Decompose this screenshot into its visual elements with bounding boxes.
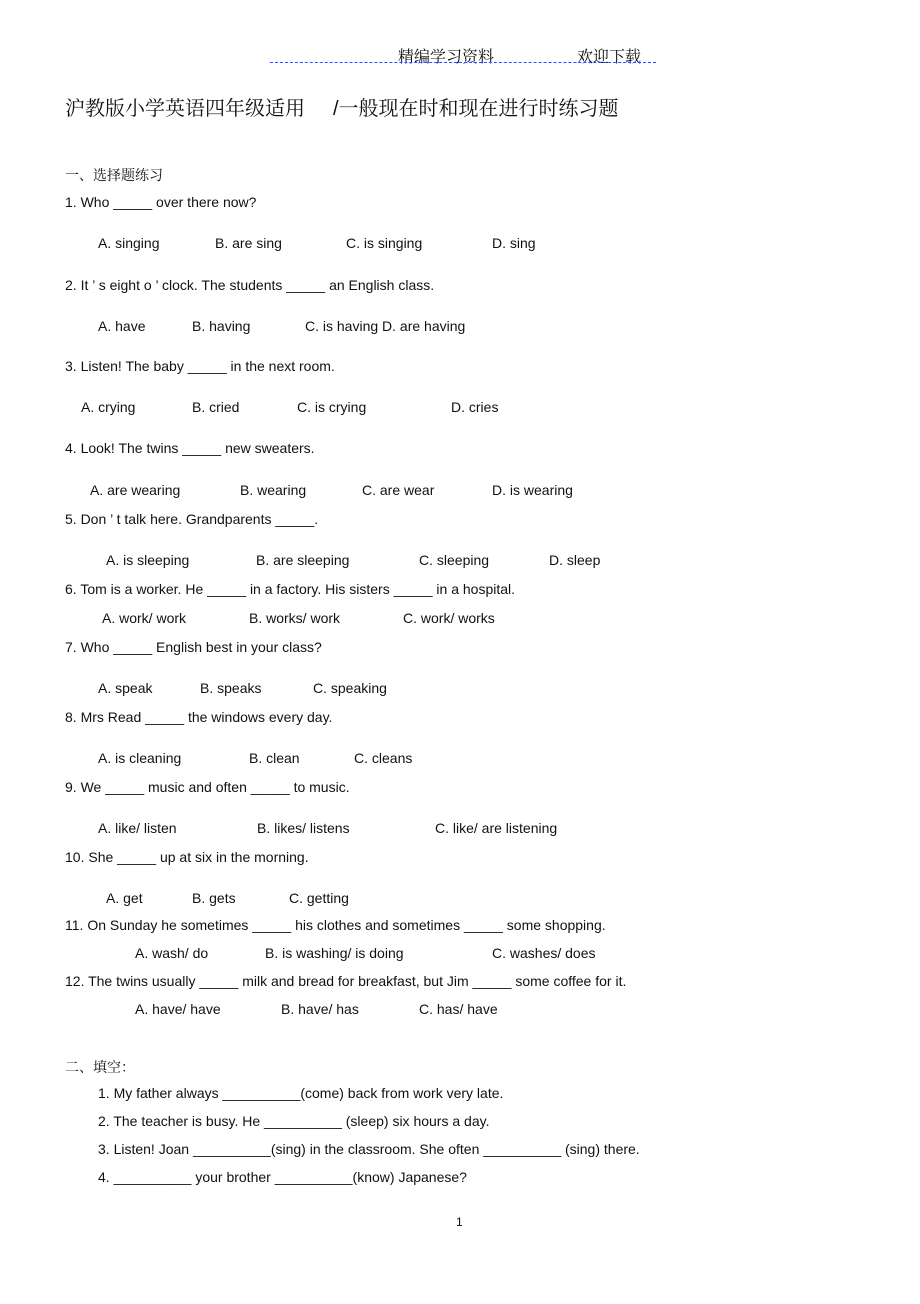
q2-option-a: A. have xyxy=(98,318,146,334)
q3-option-c: C. is crying xyxy=(297,399,367,415)
header-divider xyxy=(270,62,656,63)
header-left-text: 精编学习资料 xyxy=(398,49,495,66)
q2-option-b: B. having xyxy=(192,318,251,334)
section-1-heading: 一、选择题练习 xyxy=(65,167,163,183)
q10-option-c: C. getting xyxy=(289,890,349,906)
q4-option-a: A. are wearing xyxy=(90,482,181,498)
q4-option-c: C. are wear xyxy=(362,482,435,498)
q3-option-d: D. cries xyxy=(451,399,499,415)
question-10: 10. She _____ up at six in the morning. xyxy=(65,849,309,865)
question-6: 6. Tom is a worker. He _____ in a factory. His sisters _____ in a hospital. xyxy=(65,581,516,597)
q2-option-c: C. is having D. are having xyxy=(305,318,466,334)
q12-option-b: B. have/ has xyxy=(281,1001,359,1017)
q11-option-c: C. washes/ does xyxy=(492,945,596,961)
q4-option-d: D. is wearing xyxy=(492,482,573,498)
section-2-heading: 二、填空： xyxy=(65,1059,135,1075)
fill-item-1: 1. My father always __________(come) back from work very late. xyxy=(98,1085,504,1101)
q5-option-d: D. sleep xyxy=(549,552,601,568)
q12-option-a: A. have/ have xyxy=(135,1001,221,1017)
q7-option-c: C. speaking xyxy=(313,680,387,696)
q3-option-b: B. cried xyxy=(192,399,240,415)
q9-option-a: A. like/ listen xyxy=(98,820,177,836)
question-1: 1. Who _____ over there now? xyxy=(65,194,257,210)
q12-option-c: C. has/ have xyxy=(419,1001,498,1017)
question-12: 12. The twins usually _____ milk and bread for breakfast, but Jim _____ some coffee for it. xyxy=(65,973,627,989)
q11-option-a: A. wash/ do xyxy=(135,945,209,961)
q10-option-b: B. gets xyxy=(192,890,236,906)
question-2: 2. It ’ s eight o ’ clock. The students _____ an English class. xyxy=(65,277,435,293)
q8-option-b: B. clean xyxy=(249,750,300,766)
fill-item-2: 2. The teacher is busy. He __________ (sleep) six hours a day. xyxy=(98,1113,490,1129)
title-part-2: /一般现在时和现在进行时练习题 xyxy=(333,98,619,120)
question-5: 5. Don ’ t talk here. Grandparents _____. xyxy=(65,511,319,527)
q1-option-b: B. are sing xyxy=(215,235,282,251)
header-right-text: 欢迎下载 xyxy=(577,49,642,66)
fill-item-4: 4. __________ your brother __________(know) Japanese? xyxy=(98,1169,467,1185)
q4-option-b: B. wearing xyxy=(240,482,307,498)
question-4: 4. Look! The twins _____ new sweaters. xyxy=(65,440,315,456)
question-11: 11. On Sunday he sometimes _____ his clothes and sometimes _____ some shopping. xyxy=(65,917,606,933)
question-3: 3. Listen! The baby _____ in the next room. xyxy=(65,358,335,374)
fill-item-3: 3. Listen! Joan __________(sing) in the classroom. She often __________ (sing) there. xyxy=(98,1141,640,1157)
question-8: 8. Mrs Read _____ the windows every day. xyxy=(65,709,333,725)
q7-option-a: A. speak xyxy=(98,680,153,696)
q1-option-c: C. is singing xyxy=(346,235,423,251)
q5-option-b: B. are sleeping xyxy=(256,552,350,568)
page-title xyxy=(65,92,619,121)
q5-option-c: C. sleeping xyxy=(419,552,490,568)
q10-option-a: A. get xyxy=(106,890,143,906)
q1-option-d: D. sing xyxy=(492,235,536,251)
question-9: 9. We _____ music and often _____ to music. xyxy=(65,779,350,795)
q7-option-b: B. speaks xyxy=(200,680,262,696)
q5-option-a: A. is sleeping xyxy=(106,552,190,568)
q8-option-c: C. cleans xyxy=(354,750,413,766)
q6-option-b: B. works/ work xyxy=(249,610,341,626)
q6-option-c: C. work/ works xyxy=(403,610,495,626)
question-7: 7. Who _____ English best in your class? xyxy=(65,639,322,655)
q3-option-a: A. crying xyxy=(81,399,136,415)
q6-option-a: A. work/ work xyxy=(102,610,187,626)
q9-option-b: B. likes/ listens xyxy=(257,820,350,836)
q9-option-c: C. like/ are listening xyxy=(435,820,558,836)
page-number: 1 xyxy=(456,1215,463,1229)
title-part-1: 沪教版小学英语四年级适用 xyxy=(65,98,305,120)
q8-option-a: A. is cleaning xyxy=(98,750,182,766)
q1-option-a: A. singing xyxy=(98,235,160,251)
q11-option-b: B. is washing/ is doing xyxy=(265,945,404,961)
